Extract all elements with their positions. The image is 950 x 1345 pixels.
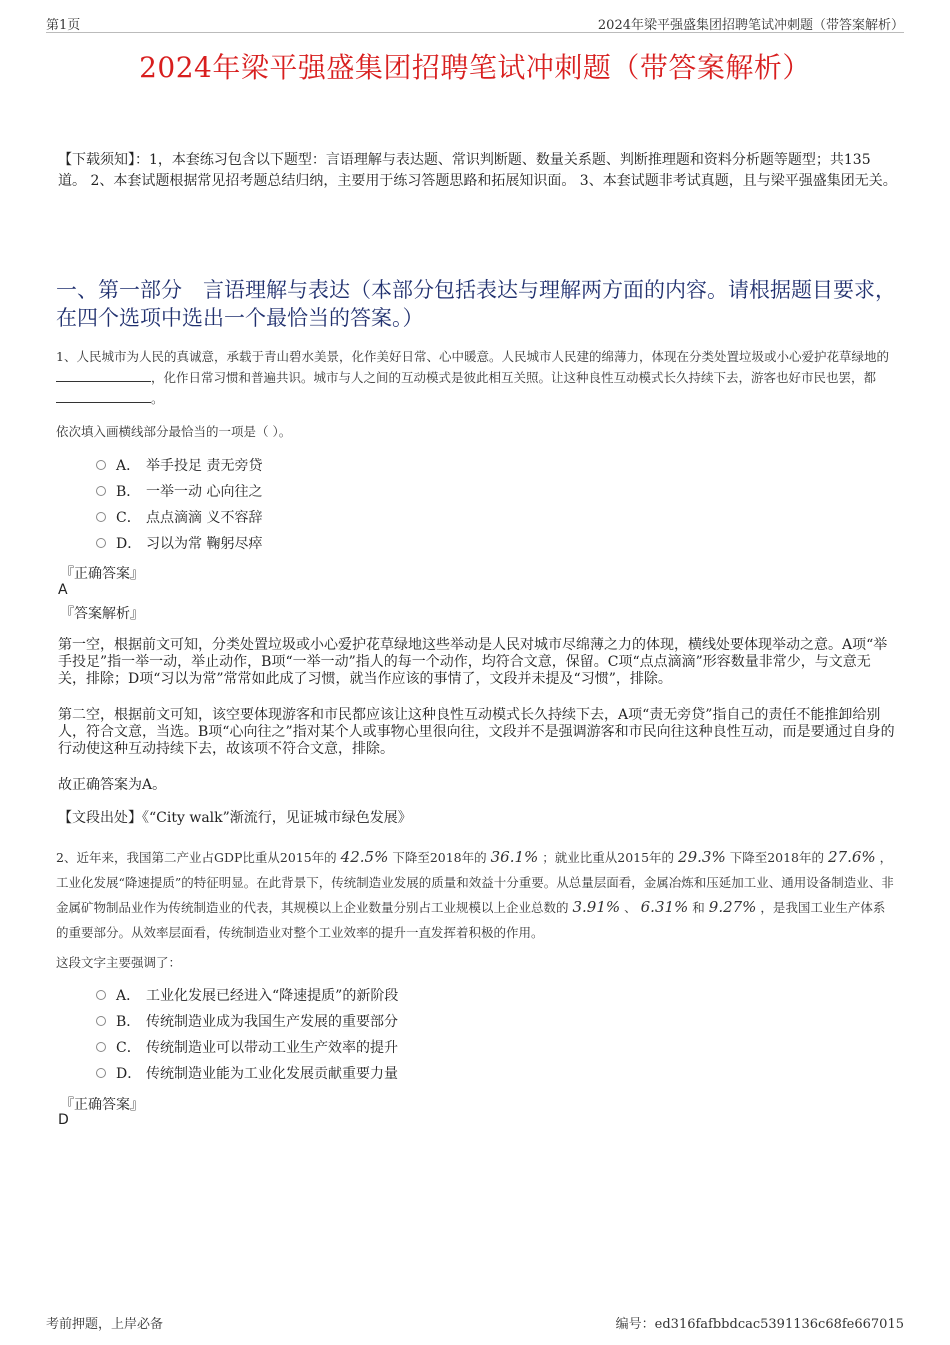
q1-conclusion: 故正确答案为A。 [58,777,167,793]
q2-option-a[interactable]: A． 工业化发展已经进入“降速提质”的新阶段 [96,985,398,1007]
q1-answer: A [58,582,68,598]
question-2-text: 2、近年来，我国第二产业占GDP比重从2015年的 42.5% 下降至2018年的 36.1% ；就业比重从2015年的 29.3% 下降至2018年的 27.6% ，工业化发展“降速提质”的特征明显。在此背景下，传统制造业发展的质量和效益十分重要。从总量层面看，金属冶炼和压延加工业、通用设备制造业、非金属矿物制品业作为传统制造业的代表，其规模以上企业数量分别占工业规模以上企业总数的 3.91% 、 6.31% 和 9.27% ，是我国工业生产体系的重要部分。从效率层面看，传统制造业对整个工业效率的提升一直发挥着积极的作用。 [56,848,894,940]
value-mineral: 9.27% [708,898,757,916]
value-equipment: 6.31% [640,898,689,916]
question-1-prompt: 依次填入画横线部分最恰当的一项是（ ）。 [56,424,292,439]
value-gdp-2015: 42.5% [340,848,389,866]
q1-option-d[interactable]: D． 习以为常 鞠躬尽瘁 [96,533,262,555]
q1-analysis-2: 第二空，根据前文可知，该空要体现游客和市民都应该让这种良性互动模式长久持续下去，A项“责无旁贷”指自己的责任不能推卸给别人，符合文意，当选。B项“心向往之”指对某个人或事物心里很向往，文段并不是强调游客和市民向往这种良性互动，而是要通过自身的行动使这种互动持续下去，故该项不符合文意，排除。 [58,707,895,757]
radio-icon[interactable] [96,990,106,1000]
radio-icon[interactable] [96,512,106,522]
q2-option-b[interactable]: B． 传统制造业成为我国生产发展的重要部分 [96,1011,398,1033]
q1-part1: 1、人民城市为人民的真诚意，承载于青山碧水美景，化作美好日常、心中暖意。人民城市人民建的绵薄力，体现在分类处置垃圾或小心爱护花草绿地的 [56,349,889,364]
q2-answer-label: 『正确答案』 [60,1097,144,1113]
footer-slogan: 考前押题，上岸必备 [46,1317,164,1332]
q1-source: 【文段出处】《“City walk”渐流行，见证城市绿色发展》 [58,810,412,826]
section-heading: 一、第一部分 言语理解与表达（本部分包括表达与理解两方面的内容。请根据题目要求，在四个选项中选出一个最恰当的答案。） [56,278,896,330]
page-header [46,14,904,33]
q1-option-b[interactable]: B． 一举一动 心向往之 [96,481,262,503]
value-metal: 3.91% [572,898,621,916]
q1-answer-label: 『正确答案』 [60,566,144,582]
question-2-prompt: 这段文字主要强调了： [56,955,182,970]
header-doc-title: 2024年梁平强盛集团招聘笔试冲刺题（带答案解析） [597,18,904,33]
page-number: 第1页 [46,18,81,33]
radio-icon[interactable] [96,1068,106,1078]
q1-option-a[interactable]: A． 举手投足 责无旁贷 [96,455,262,477]
value-employment-2018: 27.6% [827,848,876,866]
question-1-text [56,346,896,409]
footer-serial: 编号：ed316fafbbdcac5391136c68fe667015 [615,1317,904,1332]
download-notice: 【下载须知】：1，本套练习包含以下题型：言语理解与表达题、常识判断题、数量关系题、判断推理题和资料分析题等题型；共135道。 2、本套试题根据常见招考题总结归纳，主要用于练习答题思路和拓展知识面。 3、本套试题非考试真题，且与梁平强盛集团无关。 [58,152,897,189]
radio-icon[interactable] [96,486,106,496]
value-gdp-2018: 36.1% [490,848,539,866]
document-title: 2024年梁平强盛集团招聘笔试冲刺题（带答案解析） [139,51,811,84]
q2-option-c[interactable]: C． 传统制造业可以带动工业生产效率的提升 [96,1037,398,1059]
q1-analysis-1: 第一空，根据前文可知，分类处置垃圾或小心爱护花草绿地这些举动是人民对城市尽绵薄之力的体现，横线处要体现举动之意。A项“举手投足”指一举一动，举止动作，B项“一举一动”指人的每一个动作，均符合文意，保留。C项“点点滴滴”形容数量非常少，与文意无关，排除；D项“习以为常”常常如此成了习惯，就当作应该的事情了，文段并未提及“习惯”，排除。 [58,637,888,687]
q1-part2: ，化作日常习惯和普遍共识。城市与人之间的互动模式是彼此相互关照。让这种良性互动模式长久持续下去，游客也好市民也罢，都 [151,370,877,385]
q1-analysis-label: 『答案解析』 [60,606,144,622]
q2-answer: D [58,1112,69,1128]
blank-1 [56,369,151,382]
q1-part3: 。 [151,391,164,406]
blank-2 [56,390,151,403]
value-employment-2015: 29.3% [678,848,726,866]
q1-option-c[interactable]: C． 点点滴滴 义不容辞 [96,507,262,529]
radio-icon[interactable] [96,538,106,548]
q2-option-d[interactable]: D． 传统制造业能为工业化发展贡献重要力量 [96,1063,398,1085]
radio-icon[interactable] [96,1042,106,1052]
radio-icon[interactable] [96,1016,106,1026]
radio-icon[interactable] [96,460,106,470]
